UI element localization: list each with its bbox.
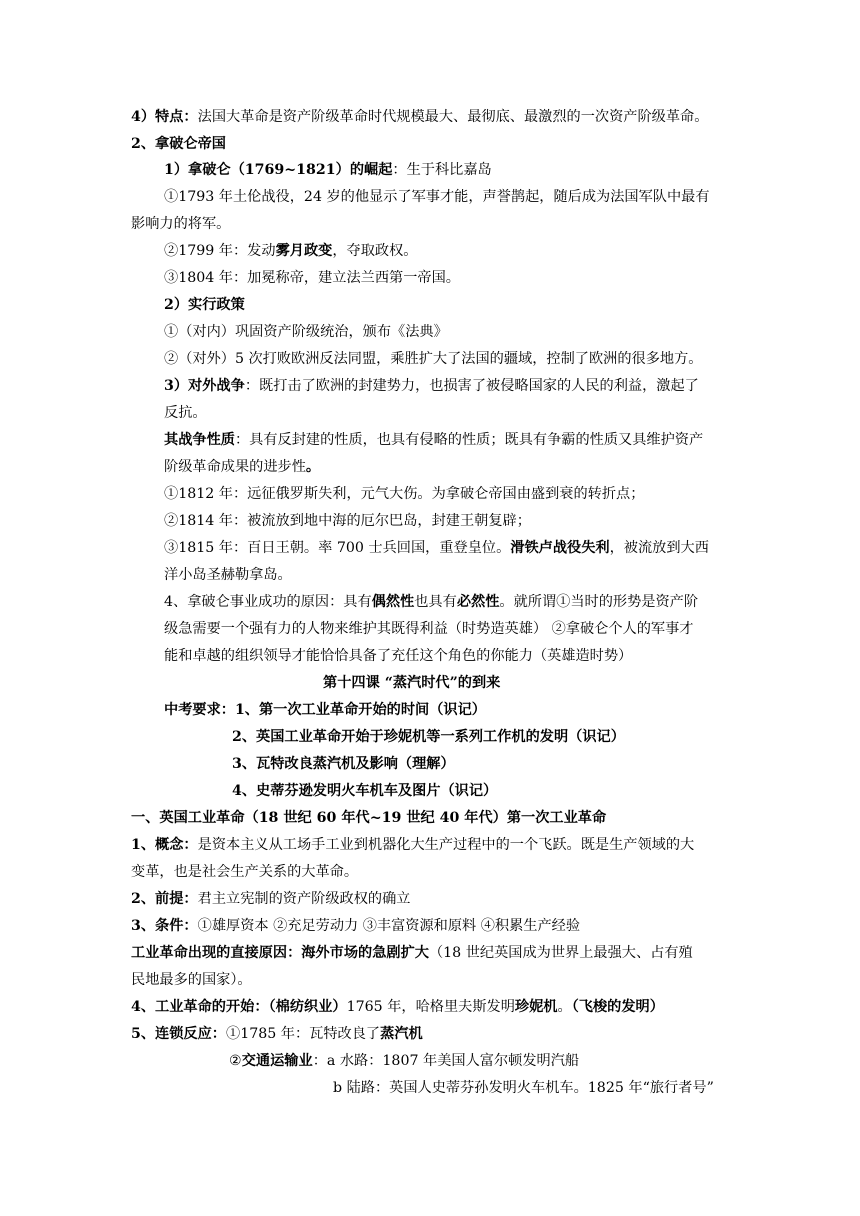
bold-text: 4、史蒂芬逊发明火车机车及图片（识记） <box>232 783 498 799</box>
text-line <box>0 349 860 371</box>
text-run: 1765 年，哈格里夫斯发明 <box>346 999 515 1015</box>
text-line <box>0 646 860 668</box>
text-run: ，被流放到大西 <box>609 540 709 556</box>
text-line <box>0 673 860 695</box>
bold-text: 必然性 <box>456 594 500 610</box>
text-run: ：具有反封建的性质，也具有侵略的性质；既具有争霸的性质又具维护资产 <box>234 432 704 448</box>
text-run: ：既打击了欧洲的封建势力，也损害了被侵略国家的人民的利益，激起了 <box>244 378 699 394</box>
text-line <box>0 970 860 992</box>
bold-text: 1、概念： <box>131 837 198 853</box>
text-run: 也具有 <box>414 594 457 610</box>
text-line <box>0 916 860 938</box>
text-run: 反抗。 <box>164 405 207 421</box>
text-run: ①雄厚资本 ②充足劳动力 ③丰富资源和原料 ④积累生产经验 <box>197 918 581 934</box>
text-run: 洋小岛圣赫勒拿岛。 <box>164 567 292 583</box>
text-line <box>0 160 860 182</box>
bold-text: 蒸汽机 <box>380 1026 423 1042</box>
text-run: 级急需要一个强有力的人物来维护其既得利益（时势造英雄） ②拿破仑个人的军事才 <box>164 621 694 637</box>
text-line <box>0 754 860 776</box>
text-run: （18 世纪英国成为世界上最强大、占有殖 <box>428 945 693 961</box>
text-line <box>0 107 860 129</box>
text-line <box>0 997 860 1019</box>
bold-text: 滑铁卢战役失利 <box>510 540 610 556</box>
bold-text: 。 <box>305 459 321 475</box>
bold-text: 雾月政变 <box>275 243 333 259</box>
text-line <box>0 565 860 587</box>
text-line <box>0 403 860 425</box>
bold-text: 交通运输业 <box>241 1053 313 1069</box>
text-line <box>0 268 860 290</box>
bold-text: 2、前提： <box>131 891 198 907</box>
text-line <box>0 943 860 965</box>
bold-text: 2、拿破仑帝国 <box>131 136 226 152</box>
text-line <box>0 727 860 749</box>
text-run: ①1785 年：瓦特改良了 <box>226 1026 381 1042</box>
text-line <box>0 295 860 317</box>
text-run: ②1814 年：被流放到地中海的厄尔巴岛，封建王朝复辟； <box>164 513 531 529</box>
bold-text: 5、连锁反应： <box>131 1026 226 1042</box>
text-run: 君主立宪制的资产阶级政权的确立 <box>197 891 411 907</box>
bold-text: 偶然性 <box>371 594 415 610</box>
text-run: 变革，也是社会生产关系的大革命。 <box>131 864 359 880</box>
text-run: ①1793 年土伦战役，24 岁的他显示了军事才能，声誉鹊起，随后成为法国军队中最有 <box>164 189 710 205</box>
text-line <box>0 808 860 830</box>
text-run: ，夺取政权。 <box>332 243 418 259</box>
text-run: 是资本主义从工场手工业到机器化大生产过程中的一个飞跃。既是生产领域的大 <box>197 837 695 853</box>
text-line <box>0 1051 860 1073</box>
bold-text: 4、工业革命的开始：（棉纺织业） <box>131 999 347 1015</box>
text-line <box>0 862 860 884</box>
text-line <box>0 781 860 803</box>
text-line <box>0 457 860 479</box>
text-line <box>0 835 860 857</box>
text-line <box>0 1024 860 1046</box>
text-line <box>0 214 860 236</box>
text-line <box>0 592 860 614</box>
bold-text: 3）对外战争 <box>164 378 245 394</box>
text-run: ② <box>229 1053 242 1069</box>
text-run: b 陆路：英国人史蒂芬孙发明火车机车。1825 年“旅行者号” <box>333 1080 714 1096</box>
text-run: ：生于科比嘉岛 <box>392 162 492 178</box>
bold-text: 珍妮机 <box>514 999 558 1015</box>
text-line <box>0 700 860 722</box>
bold-text: 第十四课 “蒸汽时代”的到来 <box>323 675 501 691</box>
bold-text: 2）实行政策 <box>164 297 245 313</box>
text-run: ③1815 年：百日王朝。率 700 士兵回国，重登皇位。 <box>164 540 511 556</box>
text-run: 影响力的将军。 <box>131 216 231 232</box>
bold-text: 3、条件： <box>131 918 198 934</box>
bold-text: 1）拿破仑（1769~1821）的崛起 <box>164 162 393 178</box>
text-line <box>0 619 860 641</box>
text-line <box>0 322 860 344</box>
bold-text: 3、瓦特改良蒸汽机及影响（理解） <box>232 756 455 772</box>
text-line <box>0 134 860 156</box>
text-line <box>0 187 860 209</box>
text-run: 能和卓越的组织领导才能恰恰具备了充任这个角色的你能力（英雄造时势） <box>164 648 633 664</box>
text-line <box>0 1078 860 1100</box>
text-run: ：a 水路：1807 年美国人富尔顿发明汽船 <box>312 1053 580 1069</box>
text-line <box>0 241 860 263</box>
text-run: 阶级革命成果的进步性 <box>164 459 306 475</box>
text-run: 。就所谓①当时的形势是资产阶 <box>499 594 699 610</box>
text-line <box>0 376 860 398</box>
text-run: ①1812 年：远征俄罗斯失利，元气大伤。为拿破仑帝国由盛到衰的转折点； <box>164 486 645 502</box>
bold-text: 中考要求：1、第一次工业革命开始的时间（识记） <box>164 702 486 718</box>
bold-text: 4）特点： <box>131 109 198 125</box>
text-line <box>0 538 860 560</box>
text-line <box>0 889 860 911</box>
text-run: 。 <box>557 999 572 1015</box>
text-run: ②1799 年：发动 <box>164 243 276 259</box>
bold-text: 工业革命出现的直接原因：海外市场的急剧扩大 <box>131 945 429 961</box>
bold-text: 一、英国工业革命（18 世纪 60 年代~19 世纪 40 年代）第一次工业革命 <box>131 810 607 826</box>
text-run: 法国大革命是资产阶级革命时代规模最大、最彻底、最激烈的一次资产阶级革命。 <box>197 109 709 125</box>
text-run: ①（对内）巩固资产阶级统治，颁布《法典》 <box>164 324 448 340</box>
bold-text: 2、英国工业革命开始于珍妮机等一系列工作机的发明（识记） <box>232 729 625 745</box>
bold-text: 其战争性质 <box>164 432 235 448</box>
text-run: 民地最多的国家）。 <box>131 972 252 988</box>
text-line <box>0 430 860 452</box>
text-line <box>0 484 860 506</box>
bold-text: （飞梭的发明） <box>571 999 664 1015</box>
text-run: ③1804 年：加冕称帝，建立法兰西第一帝国。 <box>164 270 460 286</box>
text-line <box>0 511 860 533</box>
text-run: ②（对外）5 次打败欧洲反法同盟，乘胜扩大了法国的疆域，控制了欧洲的很多地方。 <box>164 351 703 367</box>
text-run: 4、拿破仑事业成功的原因：具有 <box>164 594 372 610</box>
